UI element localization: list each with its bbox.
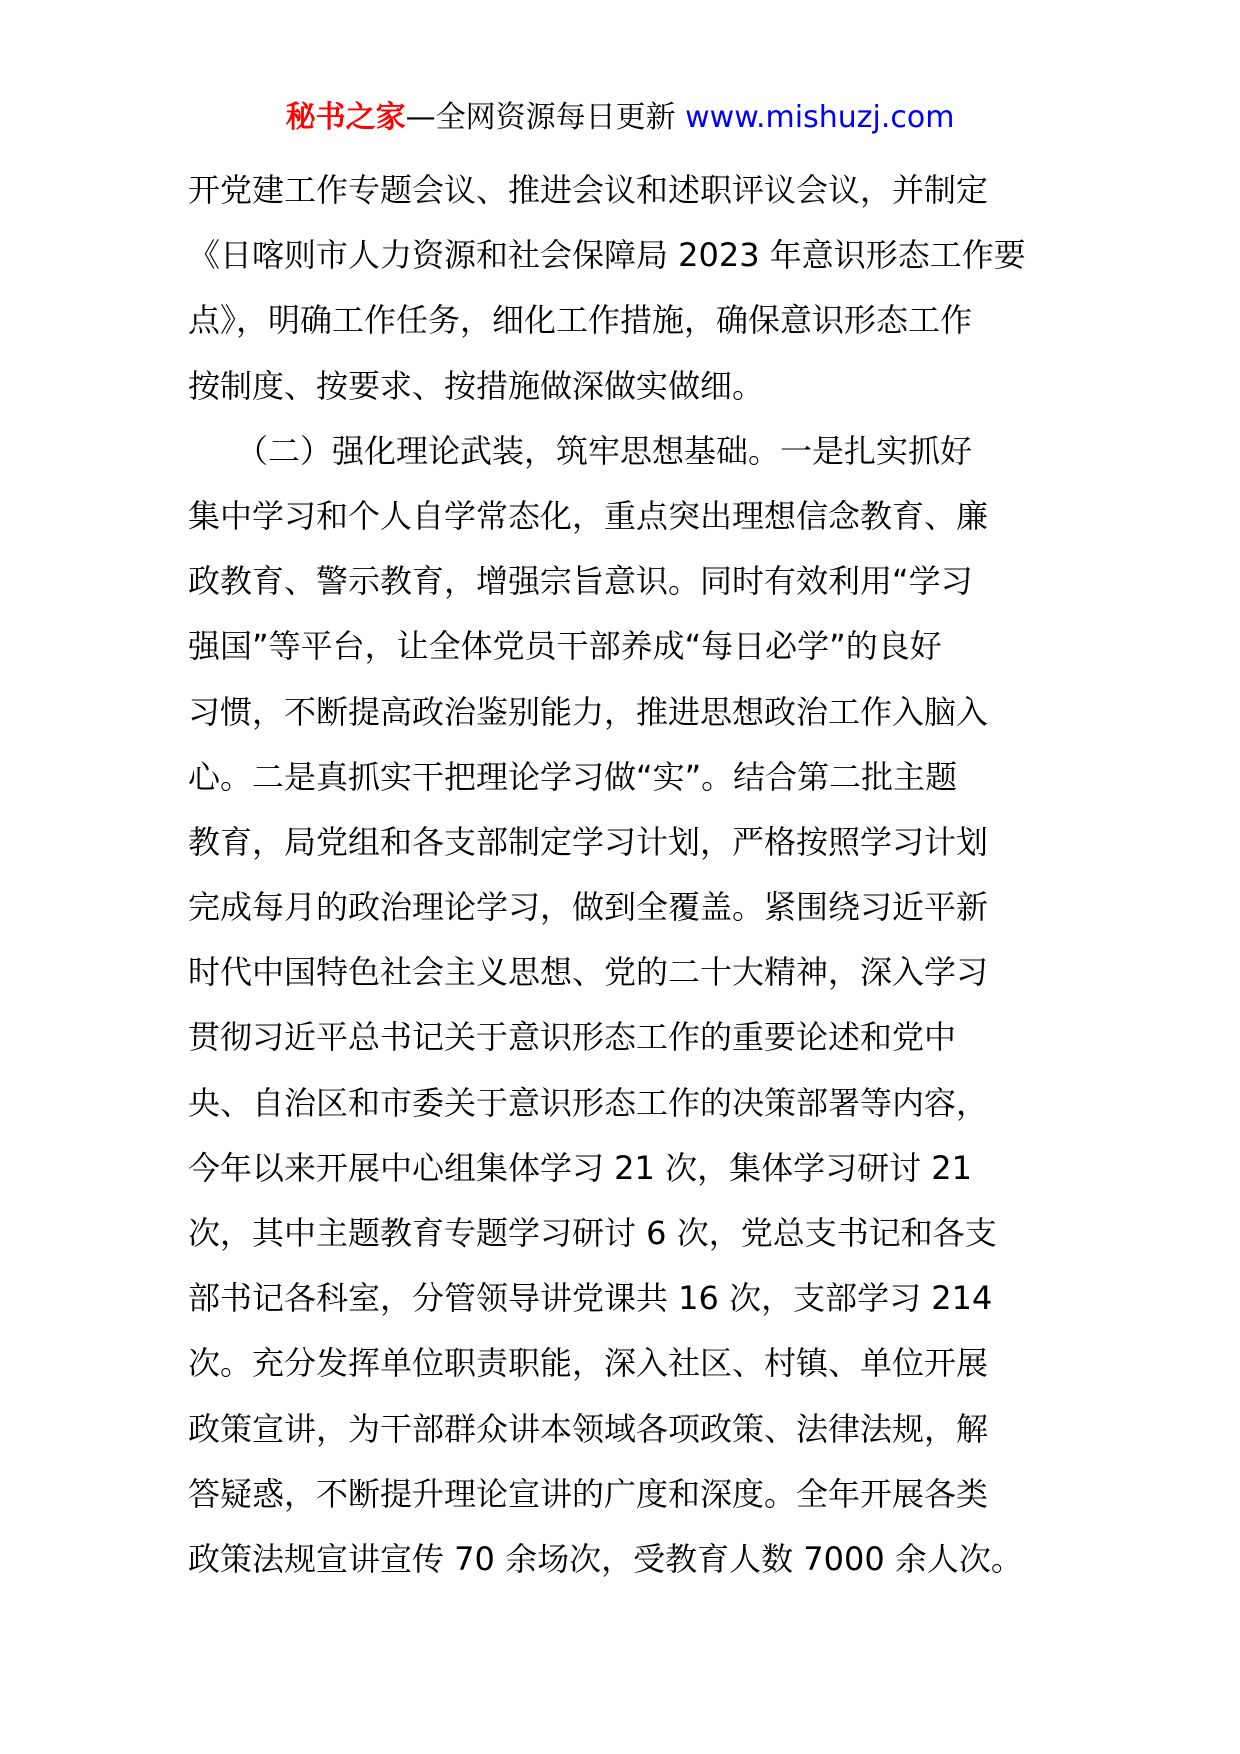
text-line: 政策法规宣讲宣传 70 余场次，受教育人数 7000 余人次。 (188, 1539, 1023, 1578)
text-line: 点》，明确工作任务，细化工作措施，确保意识形态工作 (188, 301, 973, 340)
text-line: 开党建工作专题会议、推进会议和述职评议会议，并制定 (188, 171, 989, 209)
section-heading-line: （二）强化理论武装，筑牢思想基础。一是扎实抓好 (188, 431, 973, 470)
site-brand: 秘书之家 (285, 100, 406, 135)
text-line: 完成每月的政治理论学习，做到全覆盖。紧围绕习近平新 (188, 888, 989, 927)
site-slogan: —全网资源每日更新 (405, 100, 686, 135)
text-line: 贯彻习近平总书记关于意识形态工作的重要论述和党中 (188, 1018, 957, 1057)
text-line: 次。充分发挥单位职责职能，深入社区、村镇、单位开展 (188, 1344, 989, 1383)
text-line: 教育，局党组和各支部制定学习计划，严格按照学习计划 (188, 822, 989, 861)
site-url-link[interactable]: www.mishuzj.com (685, 100, 955, 135)
text-line: 《日喀则市人力资源和社会保障局 2023 年意识形态工作要 (188, 236, 1026, 275)
text-line: 习惯，不断提高政治鉴别能力，推进思想政治工作入脑入 (188, 692, 989, 731)
text-line: 政策宣讲，为干部群众讲本领域各项政策、法律法规，解 (188, 1409, 989, 1448)
text-line: 心。二是真抓实干把理论学习做“实”。结合第二批主题 (188, 757, 958, 796)
text-line: 政教育、警示教育，增强宗旨意识。同时有效利用“学习 (188, 562, 973, 601)
text-line: 次，其中主题教育专题学习研讨 6 次，党总支书记和各支 (188, 1214, 997, 1252)
text-line: 今年以来开展中心组集体学习 21 次，集体学习研讨 21 (188, 1148, 972, 1187)
text-line: 按制度、按要求、按措施做深做实做细。 (188, 366, 765, 405)
text-line: 部书记各科室，分管领导讲党课共 16 次，支部学习 214 (188, 1279, 993, 1318)
text-line: 央、自治区和市委关于意识形态工作的决策部署等内容， (188, 1083, 989, 1122)
text-line: 时代中国特色社会主义思想、党的二十大精神，深入学习 (188, 953, 989, 992)
text-line: 答疑惑，不断提升理论宣讲的广度和深度。全年开展各类 (188, 1474, 989, 1513)
page-header (0, 96, 1240, 140)
document-body (188, 158, 1058, 1592)
text-line: 强国”等平台，让全体党员干部养成“每日必学”的良好 (188, 627, 942, 666)
text-line: 集中学习和个人自学常态化，重点突出理想信念教育、廉 (188, 496, 989, 535)
